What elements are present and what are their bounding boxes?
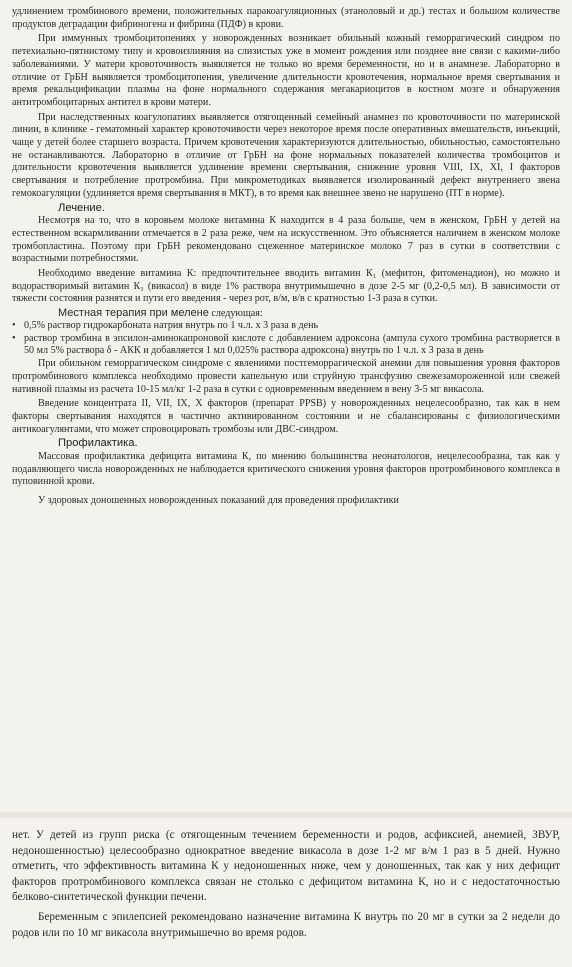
- local-therapy-suffix: следующая:: [208, 308, 263, 320]
- list-item: • 0,5% раствор гидрокарбоната натрия внутрь по 1 ч.л. х 3 раза в день: [12, 320, 560, 333]
- paragraph-risk-groups: нет. У детей из групп риска (с отягощенным течением беременности и родов, асфиксией, анемией, ЗВУР, недоношенностью) целесообразно однократное введение викасола в дозе 1-2 мг в/м 1 раз в 5 дней. Нужно отметить, что эффективность витамина К у недоношенных ниже, чем у доношенных, так как у них дефицит факторов протромбинового комплекса связан не столько с дефицитом витамина К, но и с недостаточностью белково-синтетической функции печени.: [12, 829, 560, 904]
- paragraph-pregnant-epilepsy: Беременным с эпилепсией рекомендовано назначение витамина К внутрь по 20 мг в сутки за 2 недели до родов или по 10 мг викасола внутримышечно во время родов.: [12, 910, 560, 939]
- page-top-section: [12, 6, 560, 796]
- paragraph-severe-hemorrhage: При обильном геморрагическом синдроме с явлениями постгеморрагической анемии для повышения уровня факторов протромбинового комплекса необходимо провести капельную или струйную трансфузию свежезамороженной или свежей нативной плазмы из расчета 10-15 мл/кг 1-2 раза в сутки с одновременным введением в вену 3-5 мг викасола.: [12, 358, 560, 395]
- local-therapy-list: [12, 320, 560, 358]
- page-break: [0, 812, 572, 818]
- paragraph-healthy-newborns: У здоровых доношенных новорожденных показаний для проведения профилактики: [38, 495, 399, 507]
- paragraph-mass-prevention: Массовая профилактика дефицита витамина К, по мнению большинства неонатологов, нецелесообразна, так как у подавляющего числа новорожденных не наблюдается критического снижения уровня факторов протромбинового комплекса в пуповинной крови.: [12, 450, 560, 488]
- paragraph-immune-thrombocytopenia: При иммунных тромбоцитопениях у новорожденных возникает обильный кожный геморрагический синдром по петехиально-пятнистому типу и кровоизлияния на слизистых уже в момент рождения или позднее вне связи с какими-либо заболеваниями. У матери кровоточивость выявляется не только во время беременности, но и в анамнезе. Лабораторно в отличие от ГрБН выявляется тромбоцитопения, увеличение длительности кровотечения, нормальное время свертывания и время рекальцификации плазмы на фоне нормального содержания мегакариоцитов в костном мозге и обнаружения антитромбоцитарных антител в крови матери.: [12, 33, 560, 108]
- page-bottom-section: [12, 828, 560, 962]
- paragraph-vitamin-k: Необходимо введение витамина К: предпочтительнее вводить витамин К₁ (мефитон, фитоменадион), но можно и водорастворимый витамин К₃ (викасол) в виде 1% раствора внутримышечно в дозе 2-5 мг (0,2-0,5 мл). В зависимости от тяжести состояния разнятся и пути его введения - через рот, в/м, в/в с кратностью 1-3 раза в сутки.: [12, 267, 560, 305]
- list-item: • раствор тромбина в эпсилон-аминокапроновой кислоте с добавлением адроксона (ампула сухого тромбина растворяется в 50 мл 5% раствора δ - АКК и добавляется 1 мл 0,025% раствора адроксона) внутрь по 1 ч.л. х 3 раза в день: [12, 333, 560, 358]
- paragraph-breast-milk: Несмотря на то, что в коровьем молоке витамина К находится в 4 раза больше, чем в женском, ГрБН у детей на естественном вскармливании отмечается в 2 раза реже, чем на искусственном. Это объясняется наличием в женском молоке тромбопластина. Поэтому при ГрБН рекомендовано сцеженное материнское молоко 7 раз в сутки в соответствии с возрастными потребностями.: [12, 215, 560, 265]
- paragraph-hereditary-coagulopathy: При наследственных коагулопатиях выявляется отягощенный семейный анамнез по кровоточивости по материнской линии, в клинике - гематомный характер кровоточивости через некоторое время после оперативных вмешательств, инъекций, чаще у детей более старшего возраста. Причем кровотечения характеризуются длительностью, обильностью, самостоятельно не останавливаются. Лабораторно в отличие от ГрБН на фоне нормальных показателей количества тромбоцитов и длительности кровотечения выявляется удлинение времени свертывания, снижение уровня VIII, IX, XI, I факторов свертывания и потребление протромбина. При микрометодиках выявляется изолированный дефект внутреннего звена гемокоагуляции (удлиняется время свертывания в МКТ), в то время как внешнее звено не нарушено (ПТ в норме).: [12, 111, 560, 199]
- paragraph-ppsb: Введение концентрата II, VII, IX, X факторов (препарат PPSB) у новорожденных нецелесообразно, так как в нем факторы свертывания находятся в частично активированном состоянии и не сбалансированы с физиологическими антикоагулянтами, что может спровоцировать тромбозы или ДВС-синдром.: [12, 398, 560, 435]
- heading-treatment: Лечение.: [58, 201, 106, 214]
- heading-local-therapy: [12, 307, 560, 320]
- heading-prevention: Профилактика.: [58, 437, 138, 450]
- paragraph-intro: удлинением тромбинового времени, положительных паракоагуляционных (этаноловый и др.) тестах и большом количестве продуктов деградации фибриногена и фибрина (ПДФ) в крови.: [12, 6, 560, 30]
- local-therapy-title: Местная терапия при мелене: [58, 307, 209, 320]
